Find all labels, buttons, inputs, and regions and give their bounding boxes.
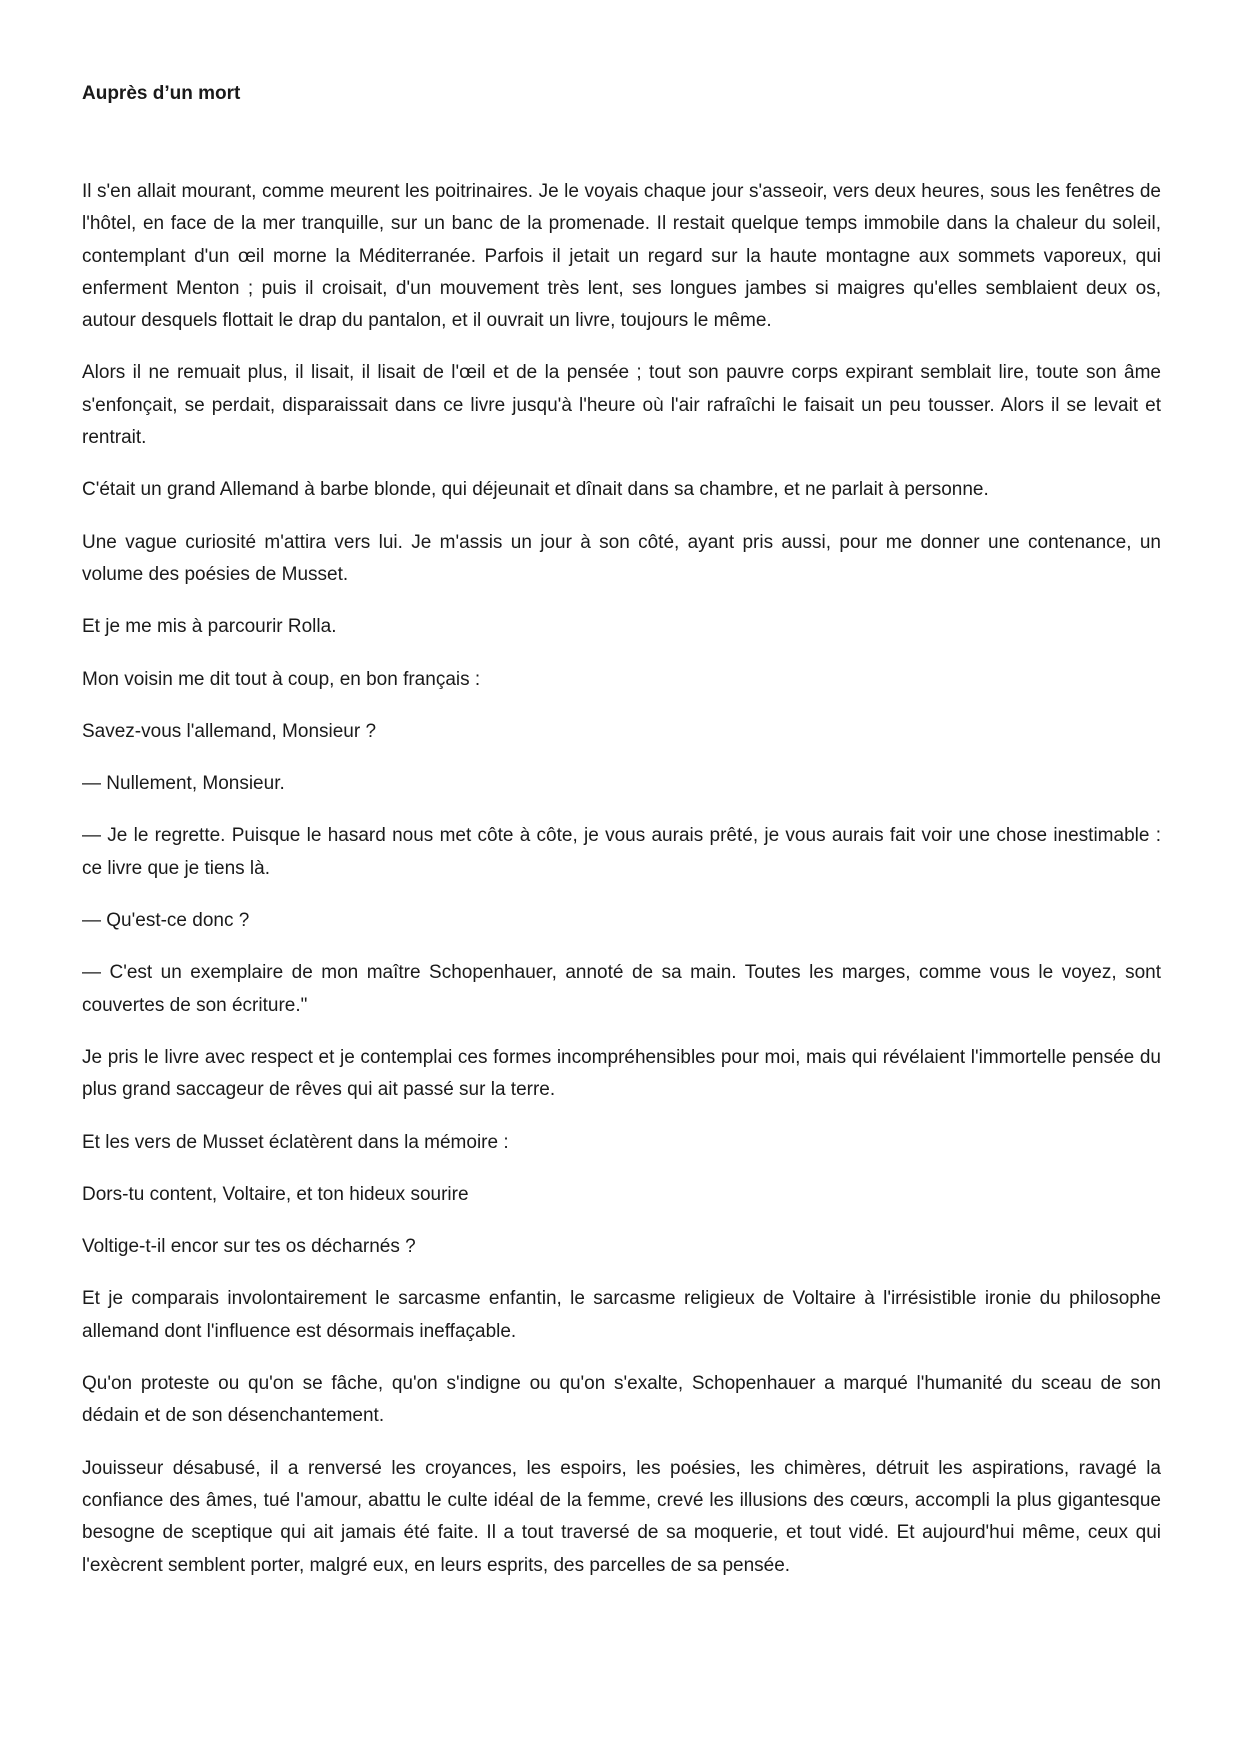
dialogue-line: — Nullement, Monsieur. <box>82 773 285 795</box>
dialogue-line: Savez-vous l'allemand, Monsieur ? <box>82 720 377 742</box>
paragraph: C'était un grand Allemand à barbe blonde, qui déjeunait et dînait dans sa chambre, et ne parlait à personne. <box>82 479 989 501</box>
paragraph: Qu'on proteste ou qu'on se fâche, qu'on s'indigne ou qu'on s'exalte, Schopenhauer a marqué l'humanité du sceau de son dédain et de son désenchantement. <box>82 1373 1161 1427</box>
paragraph: Et je me mis à parcourir Rolla. <box>82 616 337 638</box>
document-title: Auprès d’un mort <box>82 83 241 104</box>
paragraph: Mon voisin me dit tout à coup, en bon français : <box>82 668 481 690</box>
paragraph: Et les vers de Musset éclatèrent dans la mémoire : <box>82 1131 509 1153</box>
paragraph: Une vague curiosité m'attira vers lui. Je m'assis un jour à son côté, ayant pris aussi, pour me donner une contenance, un volume des poésies de Musset. <box>82 531 1161 585</box>
paragraph: Il s'en allait mourant, comme meurent les poitrinaires. Je le voyais chaque jour s'asseoir, vers deux heures, sous les fenêtres de l'hôtel, en face de la mer tranquille, sur un banc de la promenade. Il restait quelque temps immobile dans la chaleur du soleil, contemplant d'un œil morne la Méditerranée. Parfois il jetait un regard sur la haute montagne aux sommets vaporeux, qui enferment Menton ; puis il croisait, d'un mouvement très lent, ses longues jambes si maigres qu'elles semblaient deux os, autour desquels flottait le drap du pantalon, et il ouvrait un livre, toujours le même. <box>82 181 1161 332</box>
paragraph: Et je comparais involontairement le sarcasme enfantin, le sarcasme religieux de Voltaire à l'irrésistible ironie du philosophe allemand dont l'influence est désormais ineffaçable. <box>82 1288 1161 1342</box>
document-page <box>82 82 1161 1602</box>
dialogue-line: — C'est un exemplaire de mon maître Schopenhauer, annoté de sa main. Toutes les marges, comme vous le voyez, sont couvertes de son écriture." <box>82 962 1161 1016</box>
dialogue-line: — Je le regrette. Puisque le hasard nous met côte à côte, je vous aurais prêté, je vous aurais fait voir une chose inestimable : ce livre que je tiens là. <box>82 825 1161 879</box>
paragraph: Jouisseur désabusé, il a renversé les croyances, les espoirs, les poésies, les chimères, détruit les aspirations, ravagé la confiance des âmes, tué l'amour, abattu le culte idéal de la femme, crevé les illusions des cœurs, accompli la plus gigantesque besogne de sceptique qui ait jamais été faite. Il a tout traversé de sa moquerie, et tout vidé. Et aujourd'hui même, ceux qui l'exècrent semblent porter, malgré eux, en leurs esprits, des parcelles de sa pensée. <box>82 1457 1161 1576</box>
verse-line: Dors-tu content, Voltaire, et ton hideux sourire <box>82 1183 469 1205</box>
dialogue-line: — Qu'est-ce donc ? <box>82 910 250 932</box>
verse-line: Voltige-t-il encor sur tes os décharnés ? <box>82 1236 416 1258</box>
paragraph: Je pris le livre avec respect et je contemplai ces formes incompréhensibles pour moi, mais qui révélaient l'immortelle pensée du plus grand saccageur de rêves qui ait passé sur la terre. <box>82 1046 1161 1101</box>
document-body <box>82 176 1161 1582</box>
paragraph: Alors il ne remuait plus, il lisait, il lisait de l'œil et de la pensée ; tout son pauvre corps expirant semblait lire, toute son âme s'enfonçait, se perdait, disparaissait dans ce livre jusqu'à l'heure où l'air rafraîchi le faisait un peu tousser. Alors il se levait et rentrait. <box>82 362 1161 449</box>
